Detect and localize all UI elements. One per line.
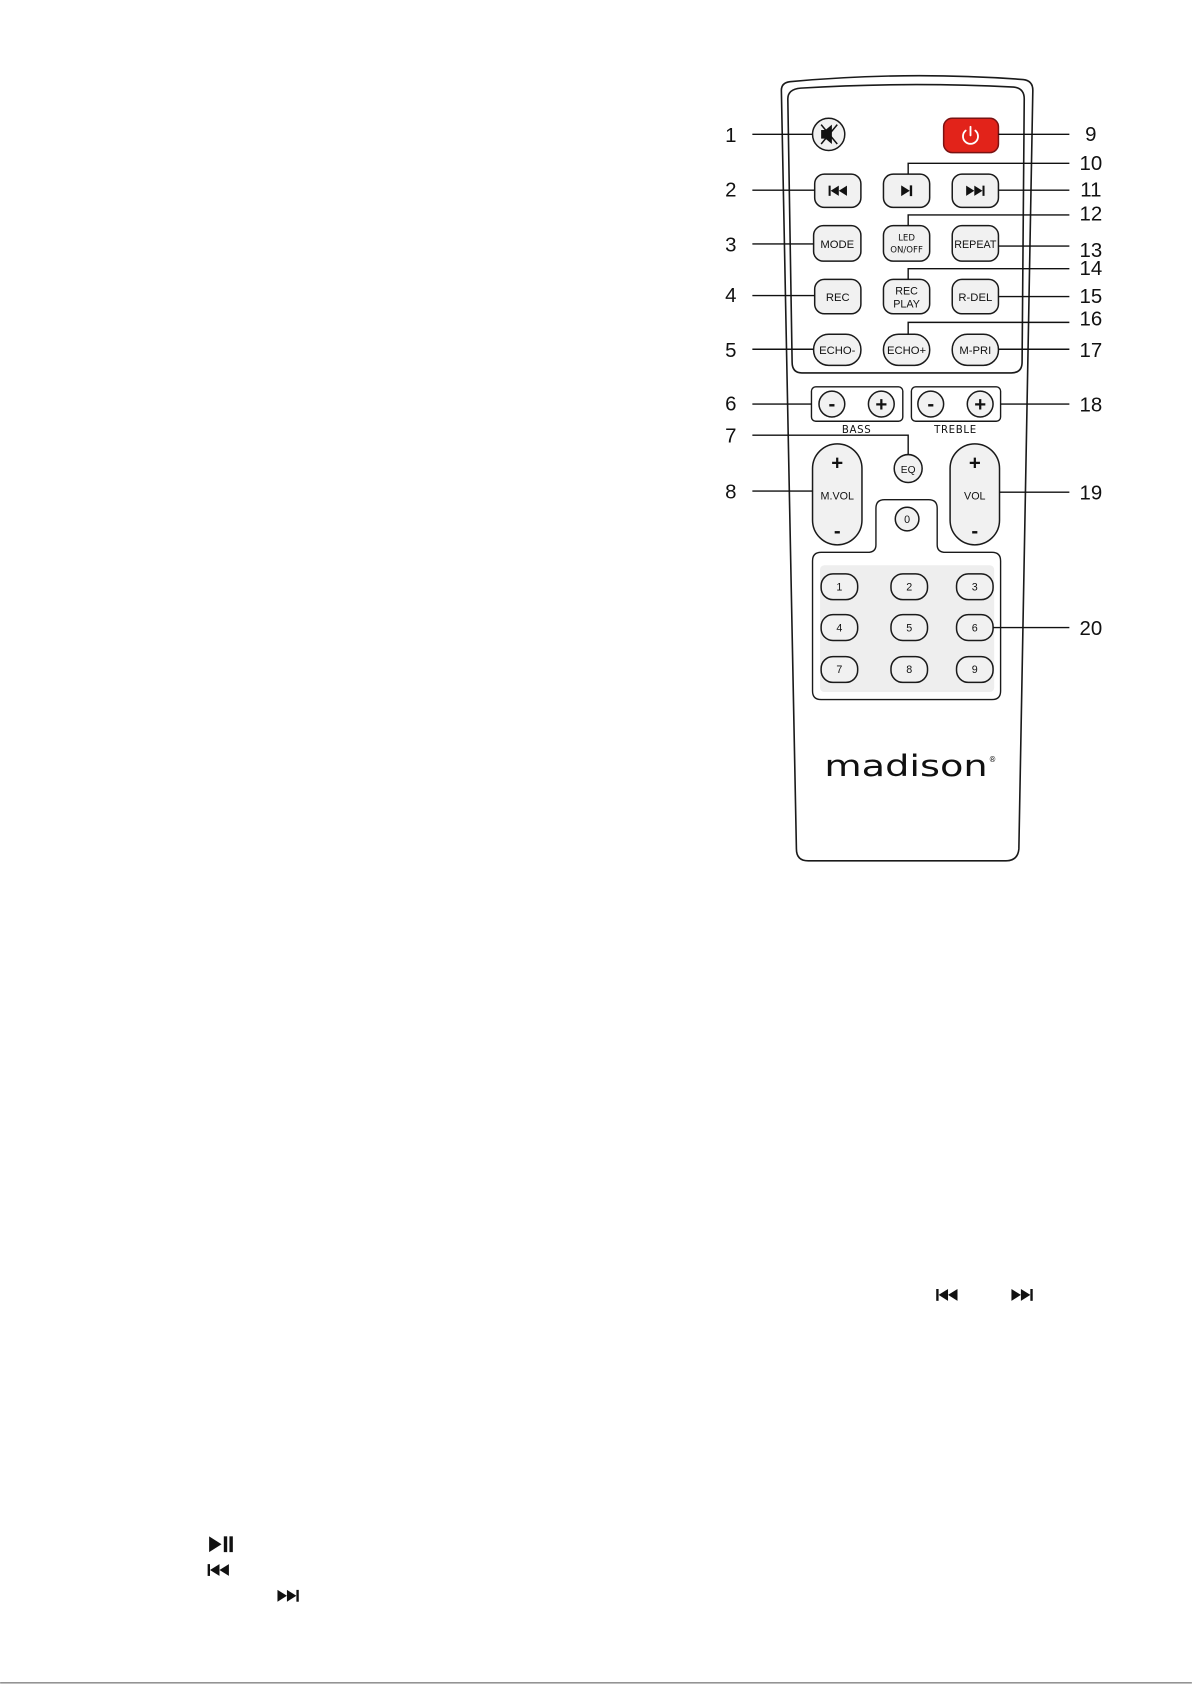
key-1-label: 1 — [836, 581, 843, 594]
eq-label: EQ — [900, 464, 916, 476]
volume-rocker[interactable] — [950, 444, 999, 545]
key-0-label: 0 — [904, 513, 911, 526]
m-pri-label: M-PRI — [959, 345, 992, 358]
key-2-label: 2 — [906, 581, 913, 594]
key-8-label: 8 — [906, 664, 913, 677]
callout-number: 15 — [1079, 286, 1103, 309]
callout-number: 20 — [1079, 618, 1103, 641]
power-button[interactable] — [944, 118, 999, 152]
led-label-line1: LED — [898, 233, 915, 244]
key-9-label: 9 — [971, 664, 978, 677]
key-7[interactable] — [821, 657, 858, 683]
callout-number: 8 — [725, 481, 737, 504]
skip-back-icon — [208, 1564, 229, 1576]
key-0[interactable] — [895, 507, 919, 531]
echo-plus-label: ECHO+ — [886, 345, 927, 358]
key-9[interactable] — [957, 657, 994, 683]
rec-play-button[interactable] — [883, 279, 929, 313]
brand-name: madison — [824, 748, 988, 783]
page-inline-icons — [208, 1289, 1033, 1602]
rec-button[interactable] — [815, 279, 861, 313]
r-del-button[interactable] — [952, 279, 998, 313]
key-4-label: 4 — [836, 622, 843, 635]
rec-play-label-line2: PLAY — [893, 298, 920, 311]
callout-number: 12 — [1079, 203, 1103, 226]
echo-minus-label: ECHO- — [819, 345, 856, 358]
volume-plus-label: + — [968, 452, 981, 475]
mic-volume-minus-label: - — [833, 520, 841, 543]
callout-number: 11 — [1080, 179, 1102, 202]
bass-plus-label: + — [875, 394, 888, 417]
treble-minus-label: - — [927, 393, 935, 416]
callout-number: 13 — [1079, 239, 1103, 262]
key-5-label: 5 — [906, 622, 913, 635]
key-7-label: 7 — [836, 664, 843, 677]
key-5[interactable] — [891, 615, 928, 641]
registered-mark: ® — [988, 754, 997, 764]
rec-play-label-line1: REC — [895, 285, 918, 298]
key-1[interactable] — [821, 574, 858, 600]
key-3[interactable] — [957, 574, 994, 600]
remote-control — [781, 76, 1032, 861]
previous-track-button[interactable] — [815, 174, 861, 207]
callout-number: 14 — [1079, 258, 1103, 281]
mode-label: MODE — [820, 239, 855, 252]
key-6-label: 6 — [971, 622, 978, 635]
skip-back-icon — [936, 1289, 957, 1301]
treble-plus-label: + — [974, 394, 987, 417]
play-pause-icon — [209, 1536, 233, 1552]
callout-number: 5 — [725, 339, 737, 362]
key-8[interactable] — [891, 657, 928, 683]
mic-volume-rocker[interactable] — [813, 444, 862, 545]
callout-number: 7 — [725, 425, 737, 448]
treble-caption: TREBLE — [934, 425, 977, 437]
callout-number: 16 — [1079, 308, 1103, 331]
bass-caption: BASS — [841, 425, 872, 437]
mute-button[interactable] — [813, 118, 845, 150]
mic-volume-plus-label: + — [831, 452, 844, 475]
key-3-label: 3 — [971, 581, 978, 594]
bass-minus-label: - — [828, 393, 836, 416]
callout-number: 9 — [1085, 123, 1097, 146]
callout-number: 17 — [1079, 339, 1103, 362]
repeat-button[interactable] — [952, 226, 998, 261]
mode-button[interactable] — [814, 226, 861, 261]
callout-number: 2 — [725, 179, 737, 202]
skip-forward-icon — [277, 1590, 298, 1602]
led-on-off-button[interactable] — [883, 226, 929, 261]
play-pause-button[interactable] — [883, 174, 929, 207]
callout-number: 10 — [1079, 152, 1103, 175]
bass-minus-button[interactable] — [819, 391, 845, 417]
callout-number: 4 — [725, 284, 737, 307]
callout-number: 18 — [1079, 394, 1103, 417]
echo-minus-button[interactable] — [814, 334, 861, 365]
skip-forward-icon — [1011, 1289, 1032, 1301]
echo-plus-button[interactable] — [883, 334, 929, 365]
callout-number: 1 — [725, 124, 737, 147]
rec-label: REC — [825, 291, 850, 304]
key-6[interactable] — [957, 615, 994, 641]
brand-logo — [824, 749, 996, 783]
r-del-label: R-DEL — [958, 291, 993, 304]
volume-minus-label: - — [971, 520, 979, 543]
led-label-line2: ON/OFF — [890, 245, 923, 256]
bass-plus-button[interactable] — [868, 391, 894, 417]
key-2[interactable] — [891, 574, 928, 600]
volume-label: VOL — [964, 490, 986, 503]
m-pri-button[interactable] — [952, 334, 998, 365]
callout-number: 6 — [725, 393, 737, 416]
eq-button[interactable] — [894, 455, 922, 483]
mic-volume-label: M.VOL — [820, 490, 854, 503]
treble-minus-button[interactable] — [918, 391, 944, 417]
callout-number: 19 — [1079, 482, 1103, 505]
repeat-label: REPEAT — [954, 239, 997, 252]
next-track-button[interactable] — [952, 174, 998, 207]
key-4[interactable] — [821, 615, 858, 641]
callout-number: 3 — [725, 234, 737, 257]
treble-plus-button[interactable] — [967, 391, 993, 417]
